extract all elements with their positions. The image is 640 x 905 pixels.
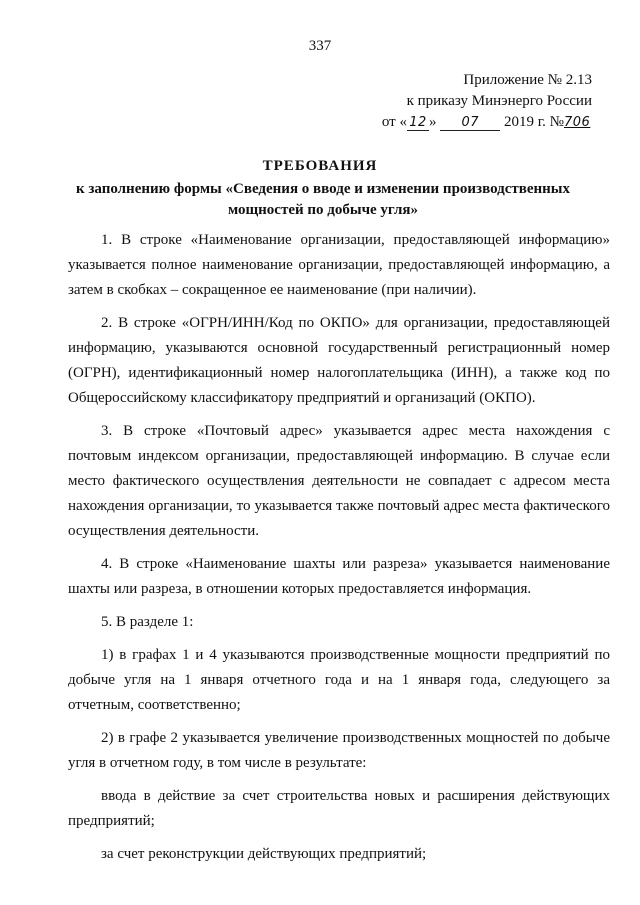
paragraph-5-1: 1) в графах 1 и 4 указываются производственные мощности предприятий по добыче угля на 1 января отчетного года и на 1 января года, следующего за отчетным, соответственно; [68,647,610,713]
handwritten-order-number: 706 [564,115,591,130]
document-body [68,228,610,875]
appendix-header [382,70,592,133]
document-subtitle: к заполнению формы «Сведения о вводе и изменении производственных мощностей по добыче угля» [75,181,571,218]
handwritten-day: 12 [407,115,429,131]
date-year: 2019 г. № [503,114,564,130]
page-number: 337 [308,38,332,54]
appendix-order-ref: к приказу Минэнерго России [406,93,592,109]
paragraph-5-2: 2) в графе 2 указывается увеличение производственных мощностей по добыче угля в отчетном году, в том числе в результате: [68,730,610,771]
appendix-date-line [382,112,592,133]
paragraph-3: 3. В строке «Почтовый адрес» указывается адрес места нахождения с почтовым индексом организации, предоставляющей информацию. В случае если место фактического осуществления деятельности не совпадает с адресом места нахождения организации, то указывается также почтовый адрес места фактического осуществления деятельности. [68,423,610,539]
date-mid: » [428,114,437,130]
paragraph-5-2-b: за счет реконструкции действующих предприятий; [101,846,427,862]
document-title: ТРЕБОВАНИЯ [262,158,378,174]
paragraph-1: 1. В строке «Наименование организации, предоставляющей информацию» указывается полное наименование организации, предоставляющей информацию, а затем в скобках – сокращенное ее наименование (при наличии). [68,232,610,298]
date-prefix: от « [381,114,407,130]
handwritten-month: 07 [440,115,500,131]
paragraph-4: 4. В строке «Наименование шахты или разреза» указывается наименование шахты или разреза, в отношении которых предоставляется информация. [68,556,610,597]
appendix-number: Приложение № 2.13 [463,72,592,88]
paragraph-5-2-a: ввода в действие за счет строительства новых и расширения действующих предприятий; [68,788,610,829]
paragraph-5: 5. В разделе 1: [101,614,194,630]
paragraph-2: 2. В строке «ОГРН/ИНН/Код по ОКПО» для организации, предоставляющей информацию, указываются основной государственный регистрационный номер (ОГРН), идентификационный номер налогоплательщика (ИНН), а также код по Общероссийскому классификатору предприятий и организаций (ОКПО). [68,315,610,406]
